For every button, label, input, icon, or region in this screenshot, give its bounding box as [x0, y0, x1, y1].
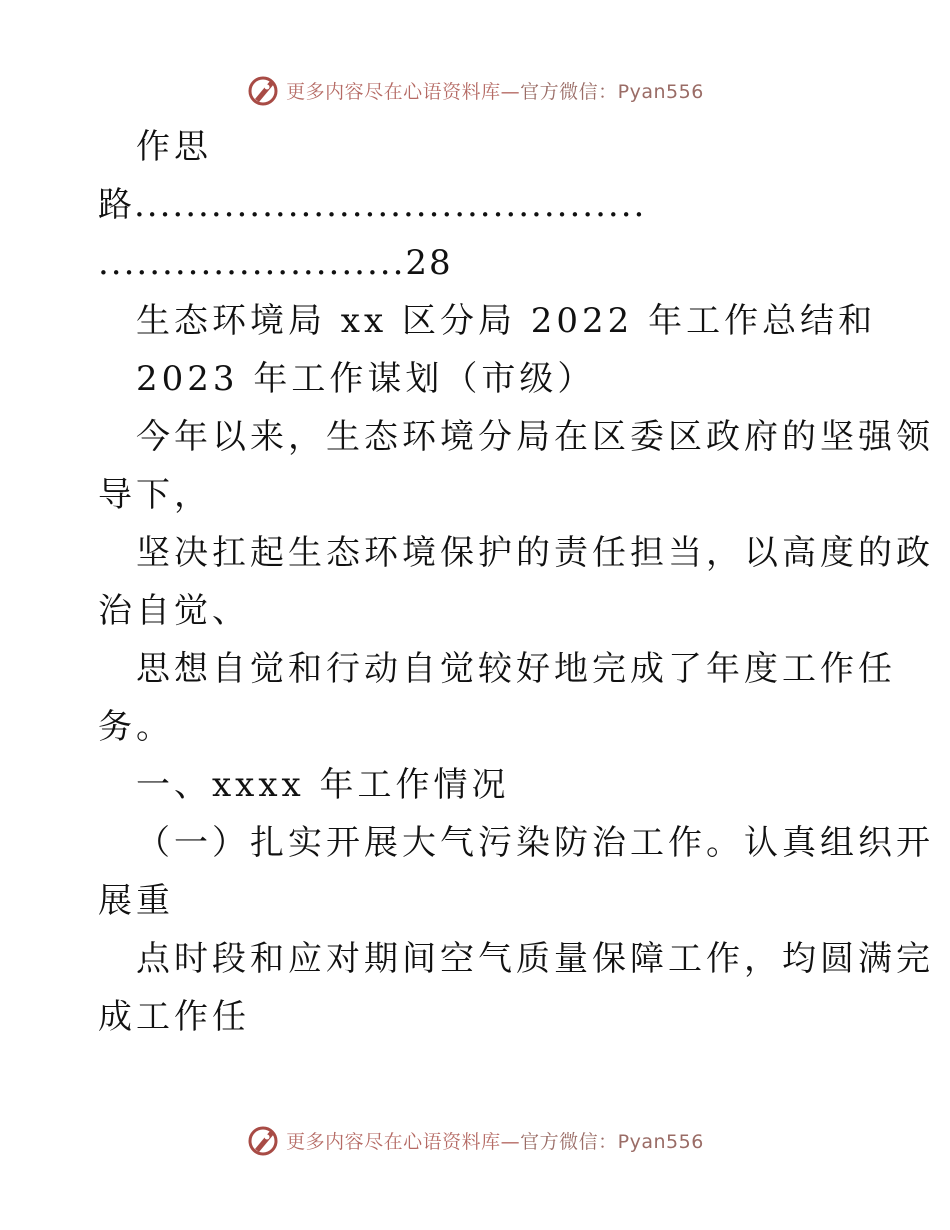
text-line: 今年以来，生态环境分局在区委区政府的坚强领	[136, 417, 934, 457]
text-line: 思想自觉和行动自觉较好地完成了年度工作任	[136, 649, 896, 689]
text-line: 治自觉、	[98, 591, 250, 631]
document-title: 2023 年工作谋划（市级）	[136, 359, 596, 399]
toc-line: 路........................................	[98, 185, 647, 225]
text-line: 导下，	[98, 475, 212, 515]
pen-circle-icon	[246, 1123, 280, 1157]
watermark-text: 更多内容尽在心语资料库—官方微信：Pyan556	[286, 80, 704, 103]
pen-circle-icon	[246, 73, 280, 107]
text-line: 作思	[136, 127, 212, 167]
watermark-text: 更多内容尽在心语资料库—官方微信：Pyan556	[286, 1130, 704, 1153]
watermark-footer	[0, 1118, 950, 1162]
text-line: 务。	[98, 707, 174, 747]
section-heading: 一、xxxx 年工作情况	[136, 765, 510, 805]
watermark-header	[0, 68, 950, 112]
text-line: 点时段和应对期间空气质量保障工作，均圆满完	[136, 939, 934, 979]
text-line: 成工作任	[98, 997, 250, 1037]
toc-line: ........................28	[98, 243, 453, 283]
document-title: 生态环境局 xx 区分局 2022 年工作总结和	[136, 301, 877, 341]
document-body	[98, 118, 934, 1046]
text-line: 坚决扛起生态环境保护的责任担当，以高度的政	[136, 533, 934, 573]
text-line: 展重	[98, 881, 174, 921]
text-line: （一）扎实开展大气污染防治工作。认真组织开	[136, 823, 934, 863]
